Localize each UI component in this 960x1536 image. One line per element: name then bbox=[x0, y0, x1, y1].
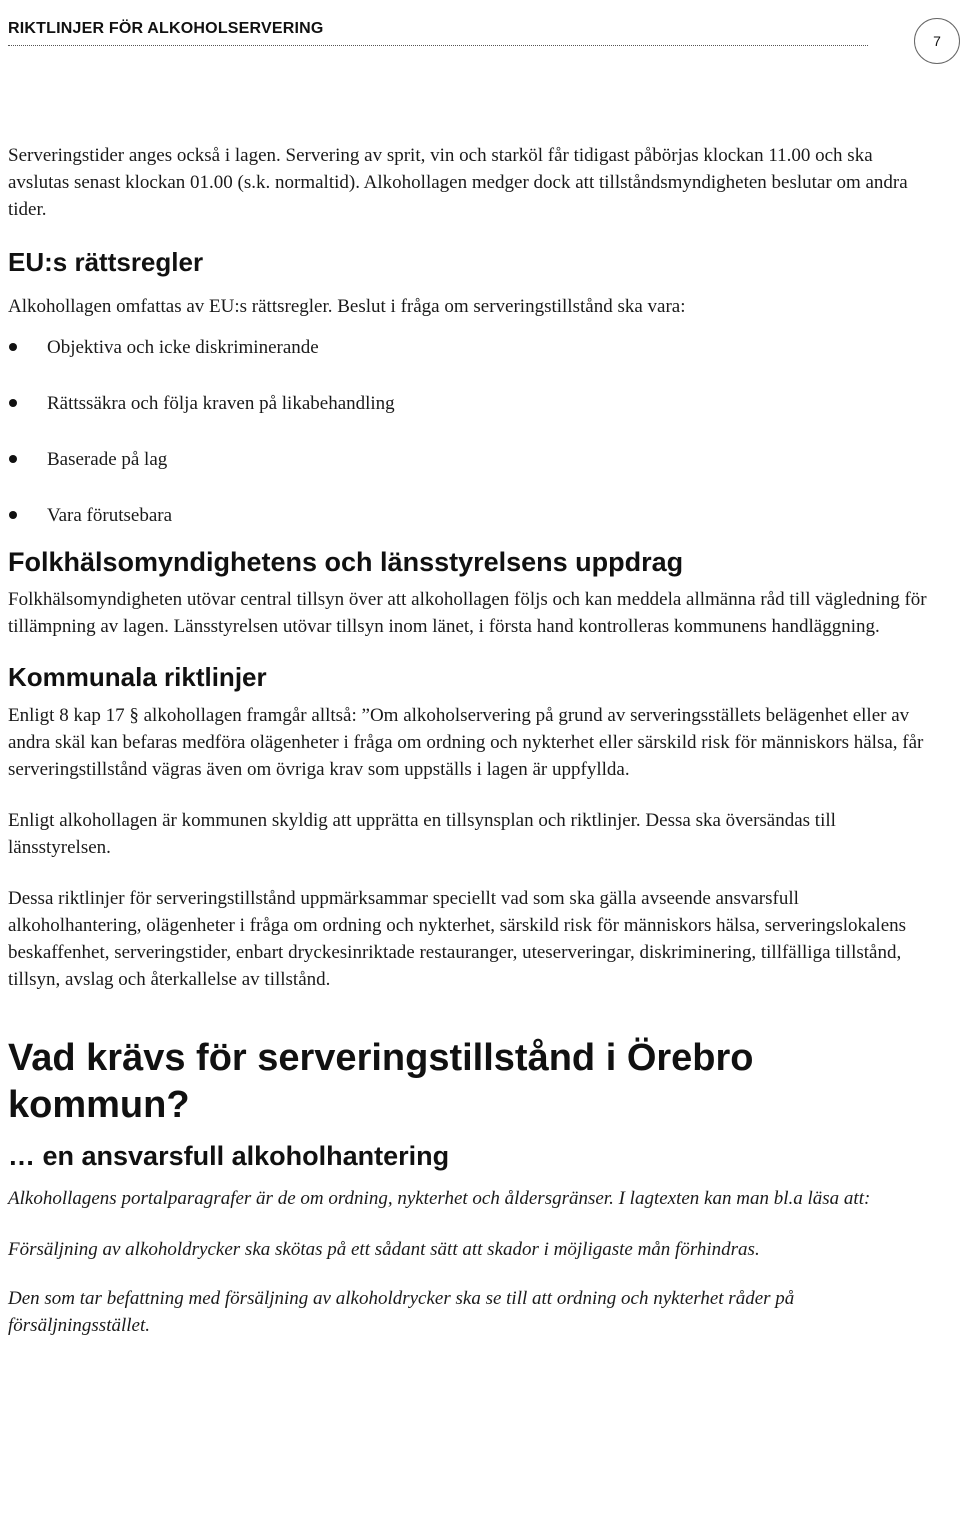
italic-paragraph-2: Försäljning av alkoholdrycker ska skötas på ett sådant sätt att skador i möjligaste mån förhindras. bbox=[8, 1239, 760, 1260]
italic-paragraph-3: Den som tar befattning med försäljning av alkoholdrycker ska se till att ordning och nykterhet råder på försäljningsstället. bbox=[8, 1288, 795, 1336]
kommunala-paragraph-3: Dessa riktlinjer för serveringstillstånd uppmärksammar speciellt vad som ska gälla avseende ansvarsfull alkoholhantering, olägenheter i fråga om ordning och nykterhet, särskild risk för människors hälsa, serveringslokalens beskaffenhet, serveringstider, enbart dryckesinriktade restauranger, uteserveringar, diskriminering, tillfälliga tillstånd, tillsyn, avslag och återkallelse av tillstånd. bbox=[8, 888, 907, 990]
page-number: 7 bbox=[914, 18, 960, 64]
sub-heading: … en ansvarsfull alkoholhantering bbox=[8, 1141, 450, 1171]
eu-bullet-list bbox=[8, 334, 928, 546]
header-title: RIKTLINJER FÖR ALKOHOLSERVERING bbox=[8, 20, 324, 37]
list-item bbox=[8, 502, 928, 546]
list-item-text: Rättssäkra och följa kraven på likabehandling bbox=[47, 393, 395, 414]
header-divider bbox=[8, 45, 868, 46]
folk-heading: Folkhälsomyndighetens och länsstyrelsens uppdrag bbox=[8, 547, 684, 577]
kommunala-paragraph-2: Enligt alkohollagen är kommunen skyldig att upprätta en tillsynsplan och riktlinjer. Dessa ska översändas till länsstyrelsen. bbox=[8, 810, 836, 858]
eu-heading: EU:s rättsregler bbox=[8, 247, 204, 277]
intro-paragraph: Serveringstider anges också i lagen. Servering av sprit, vin och starköl får tidigast påbörjas klockan 11.00 och ska avslutas senast klockan 01.00 (s.k. normaltid). Alkohollagen medger dock att tillståndsmyndigheten beslutar om andra tider. bbox=[8, 145, 908, 220]
bullet-icon bbox=[9, 455, 17, 463]
list-item-text: Objektiva och icke diskriminerande bbox=[47, 337, 319, 358]
list-item bbox=[8, 334, 928, 390]
kommunala-paragraph-1: Enligt 8 kap 17 § alkohollagen framgår alltså: ”Om alkoholservering på grund av serveringsställets belägenhet eller av andra skäl kan befaras medföra olägenheter i fråga om ordning och nykterhet eller särskild risk för människors hälsa, får serveringstillstånd vägras även om övriga krav som uppställs i lagen är uppfyllda. bbox=[8, 705, 924, 780]
bullet-icon bbox=[9, 343, 17, 351]
list-item-text: Baserade på lag bbox=[47, 449, 168, 470]
folk-paragraph: Folkhälsomyndigheten utövar central tillsyn över att alkohollagen följs och kan meddela allmänna råd till vägledning för tillämpning av lagen. Länsstyrelsen utövar tillsyn inom länet, i första hand kontrolleras kommunens handläggning. bbox=[8, 589, 927, 637]
main-heading: Vad krävs för serveringstillstånd i Örebro kommun? bbox=[8, 1037, 754, 1126]
list-item bbox=[8, 390, 928, 446]
page-content bbox=[8, 142, 928, 1339]
bullet-icon bbox=[9, 511, 17, 519]
italic-paragraph-1: Alkohollagens portalparagrafer är de om ordning, nykterhet och åldersgränser. I lagtexten kan man bl.a läsa att: bbox=[8, 1188, 871, 1209]
kommunala-heading: Kommunala riktlinjer bbox=[8, 662, 267, 692]
page-header bbox=[8, 18, 960, 52]
bullet-icon bbox=[9, 399, 17, 407]
list-item bbox=[8, 446, 928, 502]
list-item-text: Vara förutsebara bbox=[47, 505, 173, 526]
eu-paragraph: Alkohollagen omfattas av EU:s rättsregler. Beslut i fråga om serveringstillstånd ska vara: bbox=[8, 296, 686, 317]
